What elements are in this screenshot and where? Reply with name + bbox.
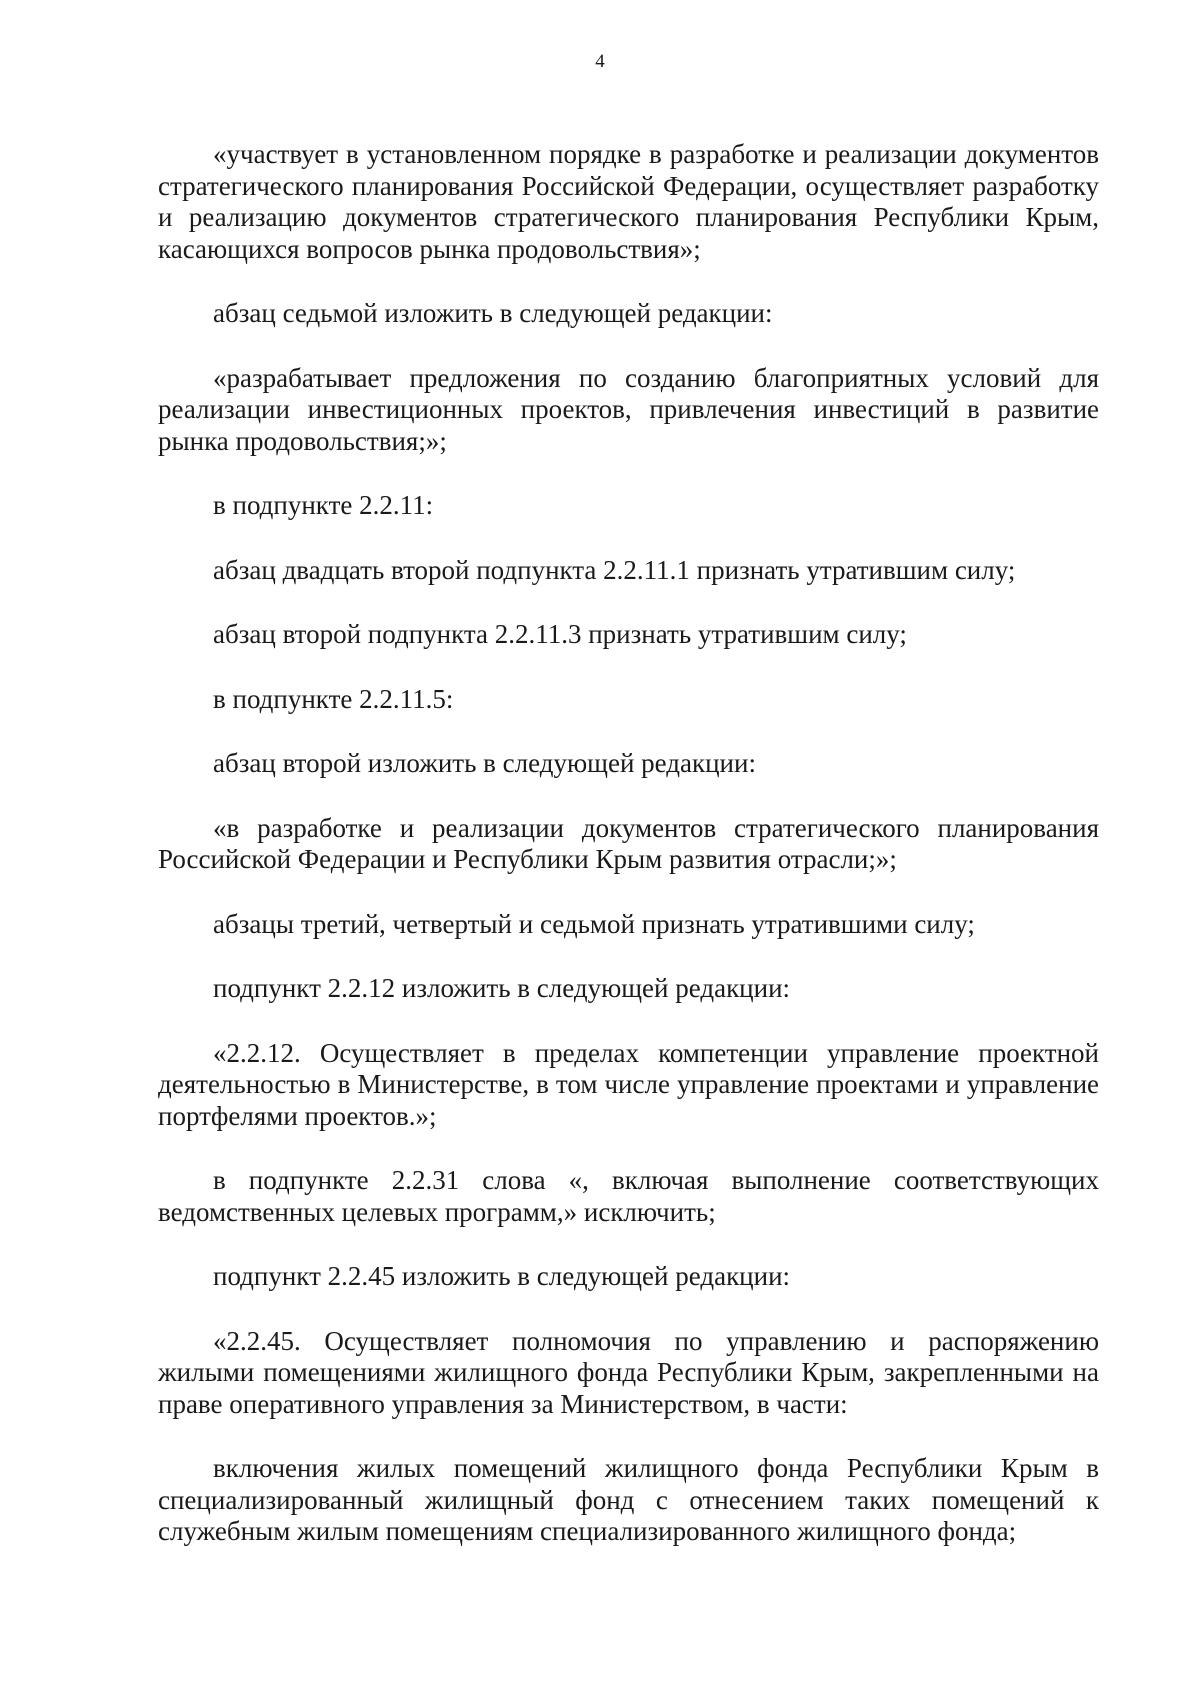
paragraph-subpoint-2-2-11: в подпункте 2.2.11:	[213, 490, 434, 520]
paragraph-industry-development: «в разработке и реализации документов стратегического планирования Российской Федерации и Республики Крым развития отрасли;»;	[158, 812, 1099, 874]
paragraph-abzac-2-new-wording: абзац второй изложить в следующей редакции:	[213, 748, 756, 778]
paragraph-2-2-31-exclusion: в подпункте 2.2.31 слова «, включая выполнение соответствующих ведомственных целевых программ,» исключить;	[158, 1165, 1099, 1227]
document-body	[158, 139, 1099, 1548]
paragraph-2-2-11-3-repeal: абзац второй подпункта 2.2.11.3 признать утратившим силу;	[213, 619, 907, 649]
paragraph-strategic-planning: «участвует в установленном порядке в разработке и реализации документов стратегического планирования Российской Федерации, осуществляет разработку и реализацию документов стратегического планирования Республики Крым, касающихся вопросов рынка продовольствия»;	[158, 139, 1099, 264]
paragraph-subpoint-2-2-11-5: в подпункте 2.2.11.5:	[213, 683, 454, 714]
paragraph-2-2-45-text: «2.2.45. Осуществляет полномочия по управлению и распоряжению жилыми помещениями жилищного фонда Республики Крым, закрепленными на праве оперативного управления за Министерством, в части:	[158, 1325, 1099, 1419]
paragraph-housing-inclusion: включения жилых помещений жилищного фонда Республики Крым в специализированный жилищный фонд с отнесением таких помещений к служебным жилым помещениям специализированного жилищного фонда;	[158, 1453, 1099, 1546]
paragraph-2-2-12-new-wording: подпункт 2.2.12 изложить в следующей редакции:	[213, 973, 791, 1003]
paragraph-abzac-7: абзац седьмой изложить в следующей редакции:	[213, 298, 773, 328]
paragraph-2-2-45-new-wording: подпункт 2.2.45 изложить в следующей редакции:	[213, 1261, 791, 1291]
paragraph-investment-proposals: «разрабатывает предложения по созданию благоприятных условий для реализации инвестиционных проектов, привлечения инвестиций в развитие рынка продовольствия;»;	[158, 362, 1099, 456]
paragraph-abzacy-repeal: абзацы третий, четвертый и седьмой признать утратившими силу;	[213, 908, 975, 939]
paragraph-2-2-11-1-repeal: абзац двадцать второй подпункта 2.2.11.1 признать утратившим силу;	[213, 554, 1016, 585]
page-number: 4	[595, 51, 605, 72]
paragraph-2-2-12-text: «2.2.12. Осуществляет в пределах компетенции управление проектной деятельностью в Министерстве, в том числе управление проектами и управление портфелями проектов.»;	[158, 1037, 1099, 1131]
